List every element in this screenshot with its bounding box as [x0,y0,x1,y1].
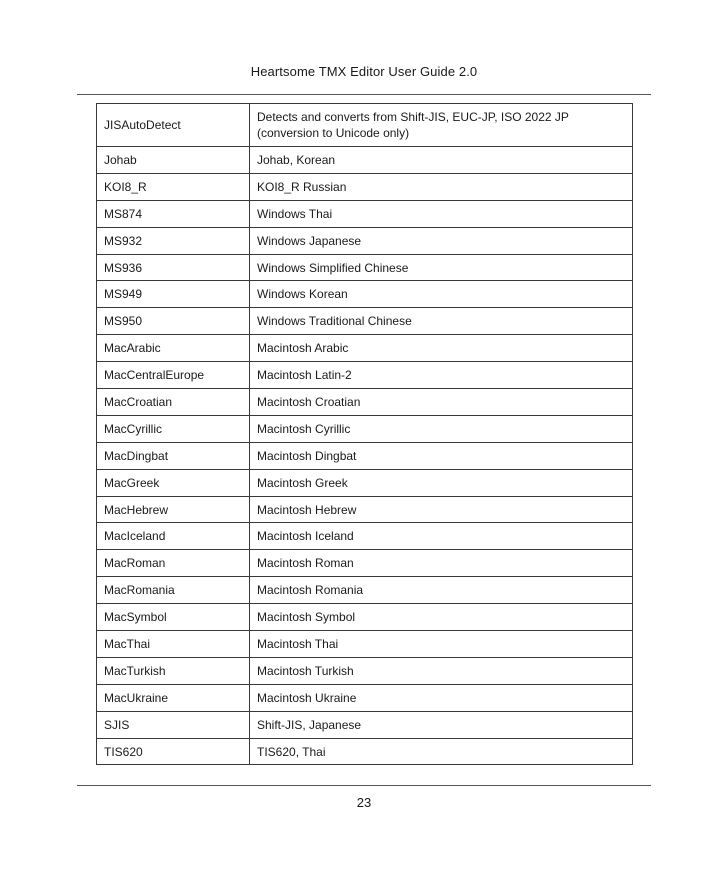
encoding-name-cell: MacArabic [97,335,250,362]
table-row [97,335,633,362]
encoding-description-cell: KOI8_R Russian [250,173,633,200]
table-row [97,173,633,200]
encoding-name-cell: MacHebrew [97,496,250,523]
encoding-name-cell: MS932 [97,227,250,254]
encoding-name-cell: MacIceland [97,523,250,550]
encoding-description-cell: Macintosh Hebrew [250,496,633,523]
encoding-description-cell: Windows Traditional Chinese [250,308,633,335]
table-row [97,577,633,604]
table-row [97,200,633,227]
encoding-name-cell: MacCentralEurope [97,362,250,389]
encoding-name-cell: MacGreek [97,469,250,496]
table-row [97,147,633,174]
encoding-name-cell: MacSymbol [97,604,250,631]
header-divider [77,94,651,95]
encoding-name-cell: TIS620 [97,738,250,765]
encoding-name-cell: MacThai [97,631,250,658]
encoding-description-cell: Macintosh Thai [250,631,633,658]
encoding-name-cell: SJIS [97,711,250,738]
table-row [97,684,633,711]
encoding-description-cell: Windows Simplified Chinese [250,254,633,281]
table-row [97,389,633,416]
encoding-description-cell: Windows Korean [250,281,633,308]
encoding-name-cell: MacRoman [97,550,250,577]
encoding-table-body [97,104,633,765]
table-row [97,550,633,577]
encoding-name-cell: MacCyrillic [97,415,250,442]
encoding-name-cell: MacRomania [97,577,250,604]
encoding-table [96,103,633,765]
encoding-description-cell: Macintosh Dingbat [250,442,633,469]
encoding-description-cell: Detects and converts from Shift-JIS, EUC-JP, ISO 2022 JP (conversion to Unicode only) [250,104,633,147]
encoding-description-cell: Macintosh Roman [250,550,633,577]
table-row [97,254,633,281]
encoding-name-cell: MS936 [97,254,250,281]
encoding-name-cell: MS874 [97,200,250,227]
encoding-name-cell: MS949 [97,281,250,308]
encoding-description-cell: Macintosh Ukraine [250,684,633,711]
encoding-name-cell: KOI8_R [97,173,250,200]
encoding-description-cell: Macintosh Arabic [250,335,633,362]
table-row [97,631,633,658]
table-row [97,362,633,389]
encoding-name-cell: MacUkraine [97,684,250,711]
encoding-name-cell: MacTurkish [97,657,250,684]
table-row [97,604,633,631]
encoding-description-cell: Macintosh Croatian [250,389,633,416]
encoding-description-cell: Johab, Korean [250,147,633,174]
encoding-description-cell: Macintosh Iceland [250,523,633,550]
table-row [97,657,633,684]
encoding-description-cell: Macintosh Cyrillic [250,415,633,442]
table-row [97,711,633,738]
encoding-description-cell: Macintosh Latin-2 [250,362,633,389]
encoding-description-cell: Macintosh Turkish [250,657,633,684]
table-row [97,738,633,765]
table-row [97,227,633,254]
table-row [97,415,633,442]
encoding-description-cell: Windows Thai [250,200,633,227]
table-row [97,104,633,147]
encoding-description-cell: Macintosh Symbol [250,604,633,631]
footer-divider [77,785,651,786]
encoding-description-cell: Macintosh Greek [250,469,633,496]
encoding-description-cell: Shift-JIS, Japanese [250,711,633,738]
table-row [97,523,633,550]
table-row [97,442,633,469]
encoding-description-cell: Macintosh Romania [250,577,633,604]
table-row [97,469,633,496]
encoding-description-cell: TIS620, Thai [250,738,633,765]
page-header-title: Heartsome TMX Editor User Guide 2.0 [250,64,478,79]
encoding-name-cell: MS950 [97,308,250,335]
encoding-name-cell: Johab [97,147,250,174]
table-row [97,308,633,335]
table-row [97,496,633,523]
page-number: 23 [356,795,372,810]
encoding-name-cell: JISAutoDetect [97,104,250,147]
encoding-name-cell: MacDingbat [97,442,250,469]
table-row [97,281,633,308]
encoding-name-cell: MacCroatian [97,389,250,416]
encoding-description-cell: Windows Japanese [250,227,633,254]
